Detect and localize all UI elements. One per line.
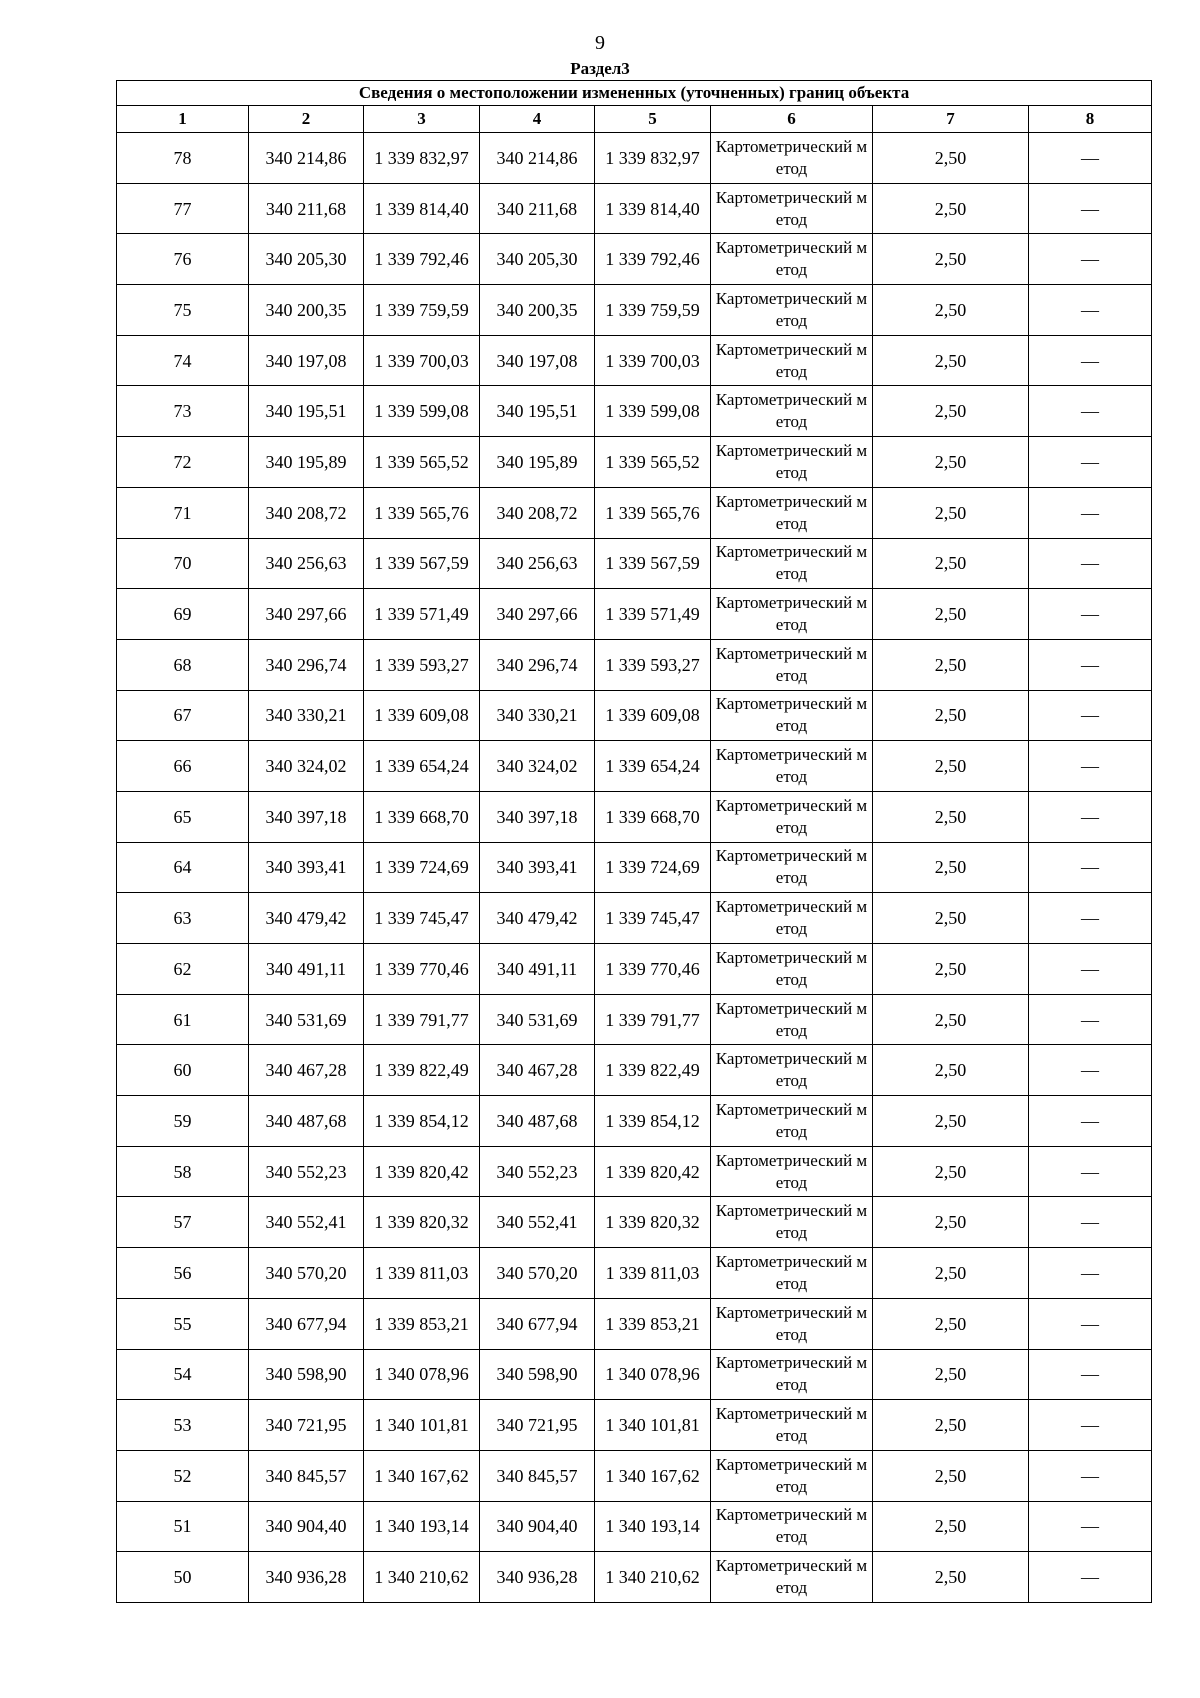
accuracy-cell: 2,50	[873, 1400, 1029, 1451]
table-row	[117, 1552, 1152, 1603]
accuracy-cell: 2,50	[873, 487, 1029, 538]
accuracy-cell: 2,50	[873, 1349, 1029, 1400]
y-coordinate-cell: 1 339 770,46	[595, 944, 711, 995]
y-coordinate-cell: 1 339 654,24	[595, 741, 711, 792]
point-number-cell: 69	[117, 589, 249, 640]
x-coordinate-cell: 340 936,28	[249, 1552, 364, 1603]
note-cell: —	[1029, 386, 1152, 437]
y-coordinate-cell: 1 339 724,69	[595, 842, 711, 893]
y-coordinate-cell: 1 339 567,59	[595, 538, 711, 589]
x-coordinate-cell: 340 200,35	[249, 285, 364, 336]
x-coordinate-cell: 340 397,18	[480, 791, 595, 842]
note-cell: —	[1029, 791, 1152, 842]
table-row	[117, 183, 1152, 234]
accuracy-cell: 2,50	[873, 741, 1029, 792]
y-coordinate-cell: 1 339 745,47	[364, 893, 480, 944]
note-cell: —	[1029, 1146, 1152, 1197]
y-coordinate-cell: 1 339 822,49	[595, 1045, 711, 1096]
note-cell: —	[1029, 335, 1152, 386]
table-row	[117, 133, 1152, 184]
x-coordinate-cell: 340 904,40	[249, 1501, 364, 1552]
x-coordinate-cell: 340 570,20	[249, 1248, 364, 1299]
x-coordinate-cell: 340 936,28	[480, 1552, 595, 1603]
accuracy-cell: 2,50	[873, 1298, 1029, 1349]
x-coordinate-cell: 340 598,90	[480, 1349, 595, 1400]
x-coordinate-cell: 340 208,72	[249, 487, 364, 538]
table-row	[117, 1045, 1152, 1096]
note-cell: —	[1029, 1400, 1152, 1451]
note-cell: —	[1029, 538, 1152, 589]
method-cell: Картометрический метод	[711, 437, 873, 488]
accuracy-cell: 2,50	[873, 589, 1029, 640]
point-number-cell: 77	[117, 183, 249, 234]
table-row	[117, 386, 1152, 437]
note-cell: —	[1029, 437, 1152, 488]
accuracy-cell: 2,50	[873, 842, 1029, 893]
method-cell: Картометрический метод	[711, 1349, 873, 1400]
point-number-cell: 67	[117, 690, 249, 741]
accuracy-cell: 2,50	[873, 538, 1029, 589]
accuracy-cell: 2,50	[873, 1501, 1029, 1552]
x-coordinate-cell: 340 195,51	[249, 386, 364, 437]
method-cell: Картометрический метод	[711, 1400, 873, 1451]
method-cell: Картометрический метод	[711, 994, 873, 1045]
column-header: 6	[711, 106, 873, 133]
x-coordinate-cell: 340 330,21	[249, 690, 364, 741]
section-title: Раздел3	[570, 59, 630, 78]
method-cell: Картометрический метод	[711, 285, 873, 336]
note-cell: —	[1029, 1248, 1152, 1299]
column-header: 1	[117, 106, 249, 133]
x-coordinate-cell: 340 552,23	[249, 1146, 364, 1197]
table-row	[117, 791, 1152, 842]
y-coordinate-cell: 1 339 599,08	[595, 386, 711, 437]
y-coordinate-cell: 1 339 759,59	[364, 285, 480, 336]
point-number-cell: 55	[117, 1298, 249, 1349]
accuracy-cell: 2,50	[873, 386, 1029, 437]
y-coordinate-cell: 1 339 854,12	[364, 1096, 480, 1147]
y-coordinate-cell: 1 339 853,21	[364, 1298, 480, 1349]
table-caption-row	[117, 81, 1152, 106]
table-row	[117, 1298, 1152, 1349]
point-number-cell: 78	[117, 133, 249, 184]
point-number-cell: 68	[117, 639, 249, 690]
y-coordinate-cell: 1 339 791,77	[364, 994, 480, 1045]
table-row	[117, 741, 1152, 792]
note-cell: —	[1029, 183, 1152, 234]
table-row	[117, 994, 1152, 1045]
y-coordinate-cell: 1 339 820,32	[595, 1197, 711, 1248]
point-number-cell: 63	[117, 893, 249, 944]
table-row	[117, 285, 1152, 336]
note-cell: —	[1029, 1552, 1152, 1603]
x-coordinate-cell: 340 205,30	[480, 234, 595, 285]
table-header-row	[117, 106, 1152, 133]
method-cell: Картометрический метод	[711, 1045, 873, 1096]
boundary-coordinates-table	[116, 80, 1152, 1603]
method-cell: Картометрический метод	[711, 1298, 873, 1349]
y-coordinate-cell: 1 339 565,76	[595, 487, 711, 538]
y-coordinate-cell: 1 339 609,08	[364, 690, 480, 741]
table-row	[117, 1096, 1152, 1147]
table-row	[117, 893, 1152, 944]
accuracy-cell: 2,50	[873, 1045, 1029, 1096]
table-row	[117, 487, 1152, 538]
column-header: 7	[873, 106, 1029, 133]
note-cell: —	[1029, 741, 1152, 792]
column-header: 5	[595, 106, 711, 133]
method-cell: Картометрический метод	[711, 1197, 873, 1248]
accuracy-cell: 2,50	[873, 791, 1029, 842]
point-number-cell: 56	[117, 1248, 249, 1299]
x-coordinate-cell: 340 197,08	[249, 335, 364, 386]
y-coordinate-cell: 1 339 565,52	[595, 437, 711, 488]
note-cell: —	[1029, 690, 1152, 741]
y-coordinate-cell: 1 339 593,27	[595, 639, 711, 690]
y-coordinate-cell: 1 339 571,49	[595, 589, 711, 640]
x-coordinate-cell: 340 677,94	[249, 1298, 364, 1349]
y-coordinate-cell: 1 339 770,46	[364, 944, 480, 995]
y-coordinate-cell: 1 339 700,03	[364, 335, 480, 386]
accuracy-cell: 2,50	[873, 1552, 1029, 1603]
y-coordinate-cell: 1 339 668,70	[595, 791, 711, 842]
point-number-cell: 65	[117, 791, 249, 842]
point-number-cell: 71	[117, 487, 249, 538]
point-number-cell: 61	[117, 994, 249, 1045]
y-coordinate-cell: 1 339 853,21	[595, 1298, 711, 1349]
x-coordinate-cell: 340 467,28	[249, 1045, 364, 1096]
point-number-cell: 53	[117, 1400, 249, 1451]
accuracy-cell: 2,50	[873, 690, 1029, 741]
note-cell: —	[1029, 1197, 1152, 1248]
table-row	[117, 538, 1152, 589]
note-cell: —	[1029, 589, 1152, 640]
point-number-cell: 64	[117, 842, 249, 893]
table-row	[117, 639, 1152, 690]
point-number-cell: 62	[117, 944, 249, 995]
x-coordinate-cell: 340 467,28	[480, 1045, 595, 1096]
x-coordinate-cell: 340 256,63	[249, 538, 364, 589]
method-cell: Картометрический метод	[711, 1450, 873, 1501]
x-coordinate-cell: 340 479,42	[249, 893, 364, 944]
y-coordinate-cell: 1 339 820,42	[364, 1146, 480, 1197]
x-coordinate-cell: 340 195,89	[249, 437, 364, 488]
method-cell: Картометрический метод	[711, 386, 873, 437]
accuracy-cell: 2,50	[873, 639, 1029, 690]
x-coordinate-cell: 340 200,35	[480, 285, 595, 336]
x-coordinate-cell: 340 211,68	[249, 183, 364, 234]
x-coordinate-cell: 340 214,86	[480, 133, 595, 184]
method-cell: Картометрический метод	[711, 133, 873, 184]
y-coordinate-cell: 1 339 820,32	[364, 1197, 480, 1248]
x-coordinate-cell: 340 721,95	[480, 1400, 595, 1451]
point-number-cell: 51	[117, 1501, 249, 1552]
y-coordinate-cell: 1 339 565,76	[364, 487, 480, 538]
column-header: 2	[249, 106, 364, 133]
y-coordinate-cell: 1 340 210,62	[364, 1552, 480, 1603]
table-row	[117, 1248, 1152, 1299]
x-coordinate-cell: 340 491,11	[480, 944, 595, 995]
x-coordinate-cell: 340 721,95	[249, 1400, 364, 1451]
y-coordinate-cell: 1 339 814,40	[595, 183, 711, 234]
y-coordinate-cell: 1 339 668,70	[364, 791, 480, 842]
y-coordinate-cell: 1 340 078,96	[364, 1349, 480, 1400]
point-number-cell: 59	[117, 1096, 249, 1147]
note-cell: —	[1029, 133, 1152, 184]
x-coordinate-cell: 340 195,89	[480, 437, 595, 488]
x-coordinate-cell: 340 330,21	[480, 690, 595, 741]
x-coordinate-cell: 340 487,68	[480, 1096, 595, 1147]
point-number-cell: 76	[117, 234, 249, 285]
table-row	[117, 842, 1152, 893]
point-number-cell: 54	[117, 1349, 249, 1400]
table-row	[117, 690, 1152, 741]
x-coordinate-cell: 340 570,20	[480, 1248, 595, 1299]
y-coordinate-cell: 1 340 101,81	[364, 1400, 480, 1451]
x-coordinate-cell: 340 552,41	[480, 1197, 595, 1248]
accuracy-cell: 2,50	[873, 893, 1029, 944]
point-number-cell: 50	[117, 1552, 249, 1603]
note-cell: —	[1029, 639, 1152, 690]
table-row	[117, 1197, 1152, 1248]
accuracy-cell: 2,50	[873, 1197, 1029, 1248]
note-cell: —	[1029, 1096, 1152, 1147]
accuracy-cell: 2,50	[873, 1450, 1029, 1501]
method-cell: Картометрический метод	[711, 690, 873, 741]
y-coordinate-cell: 1 340 193,14	[364, 1501, 480, 1552]
x-coordinate-cell: 340 598,90	[249, 1349, 364, 1400]
x-coordinate-cell: 340 297,66	[480, 589, 595, 640]
accuracy-cell: 2,50	[873, 1248, 1029, 1299]
method-cell: Картометрический метод	[711, 639, 873, 690]
y-coordinate-cell: 1 339 565,52	[364, 437, 480, 488]
x-coordinate-cell: 340 393,41	[480, 842, 595, 893]
method-cell: Картометрический метод	[711, 1248, 873, 1299]
method-cell: Картометрический метод	[711, 944, 873, 995]
point-number-cell: 58	[117, 1146, 249, 1197]
method-cell: Картометрический метод	[711, 183, 873, 234]
x-coordinate-cell: 340 397,18	[249, 791, 364, 842]
x-coordinate-cell: 340 531,69	[249, 994, 364, 1045]
y-coordinate-cell: 1 339 609,08	[595, 690, 711, 741]
method-cell: Картометрический метод	[711, 1552, 873, 1603]
point-number-cell: 57	[117, 1197, 249, 1248]
table-row	[117, 335, 1152, 386]
y-coordinate-cell: 1 339 820,42	[595, 1146, 711, 1197]
note-cell: —	[1029, 994, 1152, 1045]
method-cell: Картометрический метод	[711, 1146, 873, 1197]
table-row	[117, 1501, 1152, 1552]
note-cell: —	[1029, 487, 1152, 538]
table-row	[117, 589, 1152, 640]
table-row	[117, 1146, 1152, 1197]
y-coordinate-cell: 1 340 167,62	[595, 1450, 711, 1501]
note-cell: —	[1029, 1045, 1152, 1096]
table-row	[117, 1450, 1152, 1501]
y-coordinate-cell: 1 339 791,77	[595, 994, 711, 1045]
x-coordinate-cell: 340 487,68	[249, 1096, 364, 1147]
table-body	[117, 133, 1152, 1603]
x-coordinate-cell: 340 296,74	[249, 639, 364, 690]
y-coordinate-cell: 1 339 792,46	[364, 234, 480, 285]
method-cell: Картометрический метод	[711, 1501, 873, 1552]
note-cell: —	[1029, 944, 1152, 995]
y-coordinate-cell: 1 339 599,08	[364, 386, 480, 437]
method-cell: Картометрический метод	[711, 538, 873, 589]
point-number-cell: 52	[117, 1450, 249, 1501]
accuracy-cell: 2,50	[873, 234, 1029, 285]
y-coordinate-cell: 1 339 593,27	[364, 639, 480, 690]
y-coordinate-cell: 1 339 792,46	[595, 234, 711, 285]
y-coordinate-cell: 1 340 193,14	[595, 1501, 711, 1552]
point-number-cell: 75	[117, 285, 249, 336]
note-cell: —	[1029, 1298, 1152, 1349]
x-coordinate-cell: 340 256,63	[480, 538, 595, 589]
y-coordinate-cell: 1 340 101,81	[595, 1400, 711, 1451]
x-coordinate-cell: 340 195,51	[480, 386, 595, 437]
point-number-cell: 60	[117, 1045, 249, 1096]
x-coordinate-cell: 340 552,23	[480, 1146, 595, 1197]
note-cell: —	[1029, 1450, 1152, 1501]
y-coordinate-cell: 1 339 745,47	[595, 893, 711, 944]
accuracy-cell: 2,50	[873, 285, 1029, 336]
accuracy-cell: 2,50	[873, 944, 1029, 995]
method-cell: Картометрический метод	[711, 487, 873, 538]
x-coordinate-cell: 340 324,02	[249, 741, 364, 792]
x-coordinate-cell: 340 205,30	[249, 234, 364, 285]
y-coordinate-cell: 1 339 567,59	[364, 538, 480, 589]
accuracy-cell: 2,50	[873, 1146, 1029, 1197]
note-cell: —	[1029, 1501, 1152, 1552]
x-coordinate-cell: 340 393,41	[249, 842, 364, 893]
method-cell: Картометрический метод	[711, 1096, 873, 1147]
x-coordinate-cell: 340 211,68	[480, 183, 595, 234]
y-coordinate-cell: 1 340 210,62	[595, 1552, 711, 1603]
y-coordinate-cell: 1 339 854,12	[595, 1096, 711, 1147]
point-number-cell: 72	[117, 437, 249, 488]
y-coordinate-cell: 1 340 167,62	[364, 1450, 480, 1501]
column-header: 4	[480, 106, 595, 133]
x-coordinate-cell: 340 479,42	[480, 893, 595, 944]
column-header: 8	[1029, 106, 1152, 133]
y-coordinate-cell: 1 339 832,97	[595, 133, 711, 184]
y-coordinate-cell: 1 340 078,96	[595, 1349, 711, 1400]
point-number-cell: 66	[117, 741, 249, 792]
x-coordinate-cell: 340 296,74	[480, 639, 595, 690]
y-coordinate-cell: 1 339 654,24	[364, 741, 480, 792]
x-coordinate-cell: 340 552,41	[249, 1197, 364, 1248]
accuracy-cell: 2,50	[873, 437, 1029, 488]
y-coordinate-cell: 1 339 571,49	[364, 589, 480, 640]
method-cell: Картометрический метод	[711, 791, 873, 842]
x-coordinate-cell: 340 324,02	[480, 741, 595, 792]
y-coordinate-cell: 1 339 759,59	[595, 285, 711, 336]
page-number: 9	[595, 32, 605, 54]
method-cell: Картометрический метод	[711, 842, 873, 893]
y-coordinate-cell: 1 339 832,97	[364, 133, 480, 184]
y-coordinate-cell: 1 339 814,40	[364, 183, 480, 234]
accuracy-cell: 2,50	[873, 133, 1029, 184]
y-coordinate-cell: 1 339 811,03	[595, 1248, 711, 1299]
x-coordinate-cell: 340 904,40	[480, 1501, 595, 1552]
note-cell: —	[1029, 285, 1152, 336]
method-cell: Картометрический метод	[711, 234, 873, 285]
table-row	[117, 1400, 1152, 1451]
x-coordinate-cell: 340 297,66	[249, 589, 364, 640]
x-coordinate-cell: 340 845,57	[480, 1450, 595, 1501]
accuracy-cell: 2,50	[873, 183, 1029, 234]
x-coordinate-cell: 340 197,08	[480, 335, 595, 386]
point-number-cell: 73	[117, 386, 249, 437]
accuracy-cell: 2,50	[873, 994, 1029, 1045]
accuracy-cell: 2,50	[873, 1096, 1029, 1147]
x-coordinate-cell: 340 491,11	[249, 944, 364, 995]
table-caption: Сведения о местоположении измененных (уточненных) границ объекта	[117, 81, 1152, 106]
point-number-cell: 70	[117, 538, 249, 589]
method-cell: Картометрический метод	[711, 741, 873, 792]
x-coordinate-cell: 340 214,86	[249, 133, 364, 184]
table-row	[117, 1349, 1152, 1400]
table-row	[117, 234, 1152, 285]
note-cell: —	[1029, 893, 1152, 944]
x-coordinate-cell: 340 677,94	[480, 1298, 595, 1349]
note-cell: —	[1029, 1349, 1152, 1400]
x-coordinate-cell: 340 531,69	[480, 994, 595, 1045]
method-cell: Картометрический метод	[711, 589, 873, 640]
point-number-cell: 74	[117, 335, 249, 386]
method-cell: Картометрический метод	[711, 335, 873, 386]
table-row	[117, 437, 1152, 488]
y-coordinate-cell: 1 339 700,03	[595, 335, 711, 386]
y-coordinate-cell: 1 339 811,03	[364, 1248, 480, 1299]
note-cell: —	[1029, 842, 1152, 893]
method-cell: Картометрический метод	[711, 893, 873, 944]
table-row	[117, 944, 1152, 995]
note-cell: —	[1029, 234, 1152, 285]
x-coordinate-cell: 340 208,72	[480, 487, 595, 538]
accuracy-cell: 2,50	[873, 335, 1029, 386]
column-header: 3	[364, 106, 480, 133]
y-coordinate-cell: 1 339 822,49	[364, 1045, 480, 1096]
x-coordinate-cell: 340 845,57	[249, 1450, 364, 1501]
y-coordinate-cell: 1 339 724,69	[364, 842, 480, 893]
